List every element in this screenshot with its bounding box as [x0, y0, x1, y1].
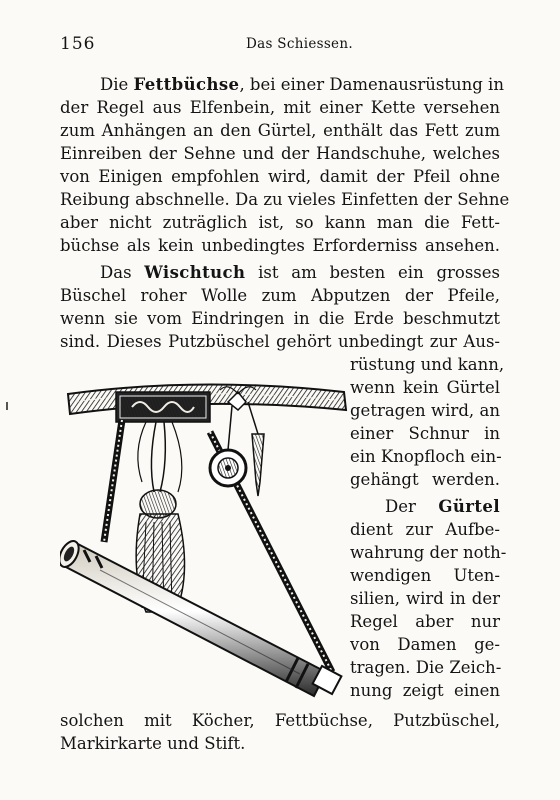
- text-line: rüstung und kann,: [350, 355, 505, 374]
- text-line: wahrung der noth-: [350, 543, 507, 562]
- emphasized-term: Gürtel: [438, 497, 500, 516]
- text-line: gehängt werden.: [350, 470, 500, 489]
- text-line: silien, wird in der: [350, 589, 500, 608]
- emphasized-term: Fettbüchse: [133, 75, 240, 94]
- text-line: wenn sie vom Eindringen in die Erde beschmutzt: [60, 309, 500, 328]
- text-line: wendigen Uten-: [350, 566, 500, 585]
- running-head: Das Schiessen.: [246, 36, 353, 52]
- belt-buckle: [116, 392, 210, 422]
- text-line: Einreiben der Sehne und der Handschuhe, welches: [60, 144, 500, 163]
- text-line: [100, 262, 500, 284]
- belt-engraving: [60, 372, 350, 732]
- text-line: nung zeigt einen: [350, 681, 500, 700]
- text-line: einer Schnur in: [350, 424, 500, 443]
- text-line: Reibung abschnelle. Da zu vieles Einfetten der Sehne: [60, 190, 510, 209]
- text-line: Regel aber nur: [350, 612, 500, 631]
- text-line: wenn kein Gürtel: [350, 378, 500, 397]
- pencil-pendant: [248, 402, 264, 496]
- text-line: büchse als kein unbedingtes Erforderniss ansehen.: [60, 236, 500, 255]
- quiver: [60, 538, 341, 696]
- text-line: Büschel roher Wolle zum Abputzen der Pfeile,: [60, 286, 500, 305]
- text-line: solchen mit Köcher, Fettbüchse, Putzbüschel,: [60, 711, 500, 730]
- text-line: zum Anhängen an den Gürtel, enthält das Fett zum: [60, 121, 500, 140]
- belt-illustration: [60, 372, 350, 732]
- text-line: getragen wird, an: [350, 401, 500, 420]
- text-line: von Einigen empfohlen wird, damit der Pfeil ohne: [60, 167, 500, 186]
- text-line: von Damen ge-: [350, 635, 500, 654]
- page-number: 156: [60, 34, 96, 54]
- quiver-strap-left: [104, 420, 122, 542]
- text-line: der Regel aus Elfenbein, mit einer Kette versehen: [60, 98, 500, 117]
- page-header: [60, 34, 524, 58]
- paragraph-line: Der Gürtel: [385, 497, 500, 516]
- paragraph-line: Das Wischtuch ist am besten ein grosses: [100, 263, 500, 282]
- text-line: dient zur Aufbe-: [350, 520, 500, 539]
- stray-ink-mark: [6, 402, 8, 410]
- emphasized-term: Wischtuch: [144, 263, 246, 282]
- paragraph-line: Die Fettbüchse, bei einer Damenausrüstung in: [100, 75, 504, 94]
- text-line: [385, 496, 500, 518]
- tassel-cords: [138, 422, 182, 492]
- text-line: ein Knopfloch ein-: [350, 447, 502, 466]
- text-line: aber nicht zuträglich ist, so kann man die Fett-: [60, 213, 500, 232]
- text-line: sind. Dieses Putzbüschel gehört unbedingt zur Aus-: [60, 332, 500, 351]
- text-line: Markirkarte und Stift.: [60, 734, 246, 753]
- text-line: [100, 74, 504, 96]
- text-line: tragen. Die Zeich-: [350, 658, 502, 677]
